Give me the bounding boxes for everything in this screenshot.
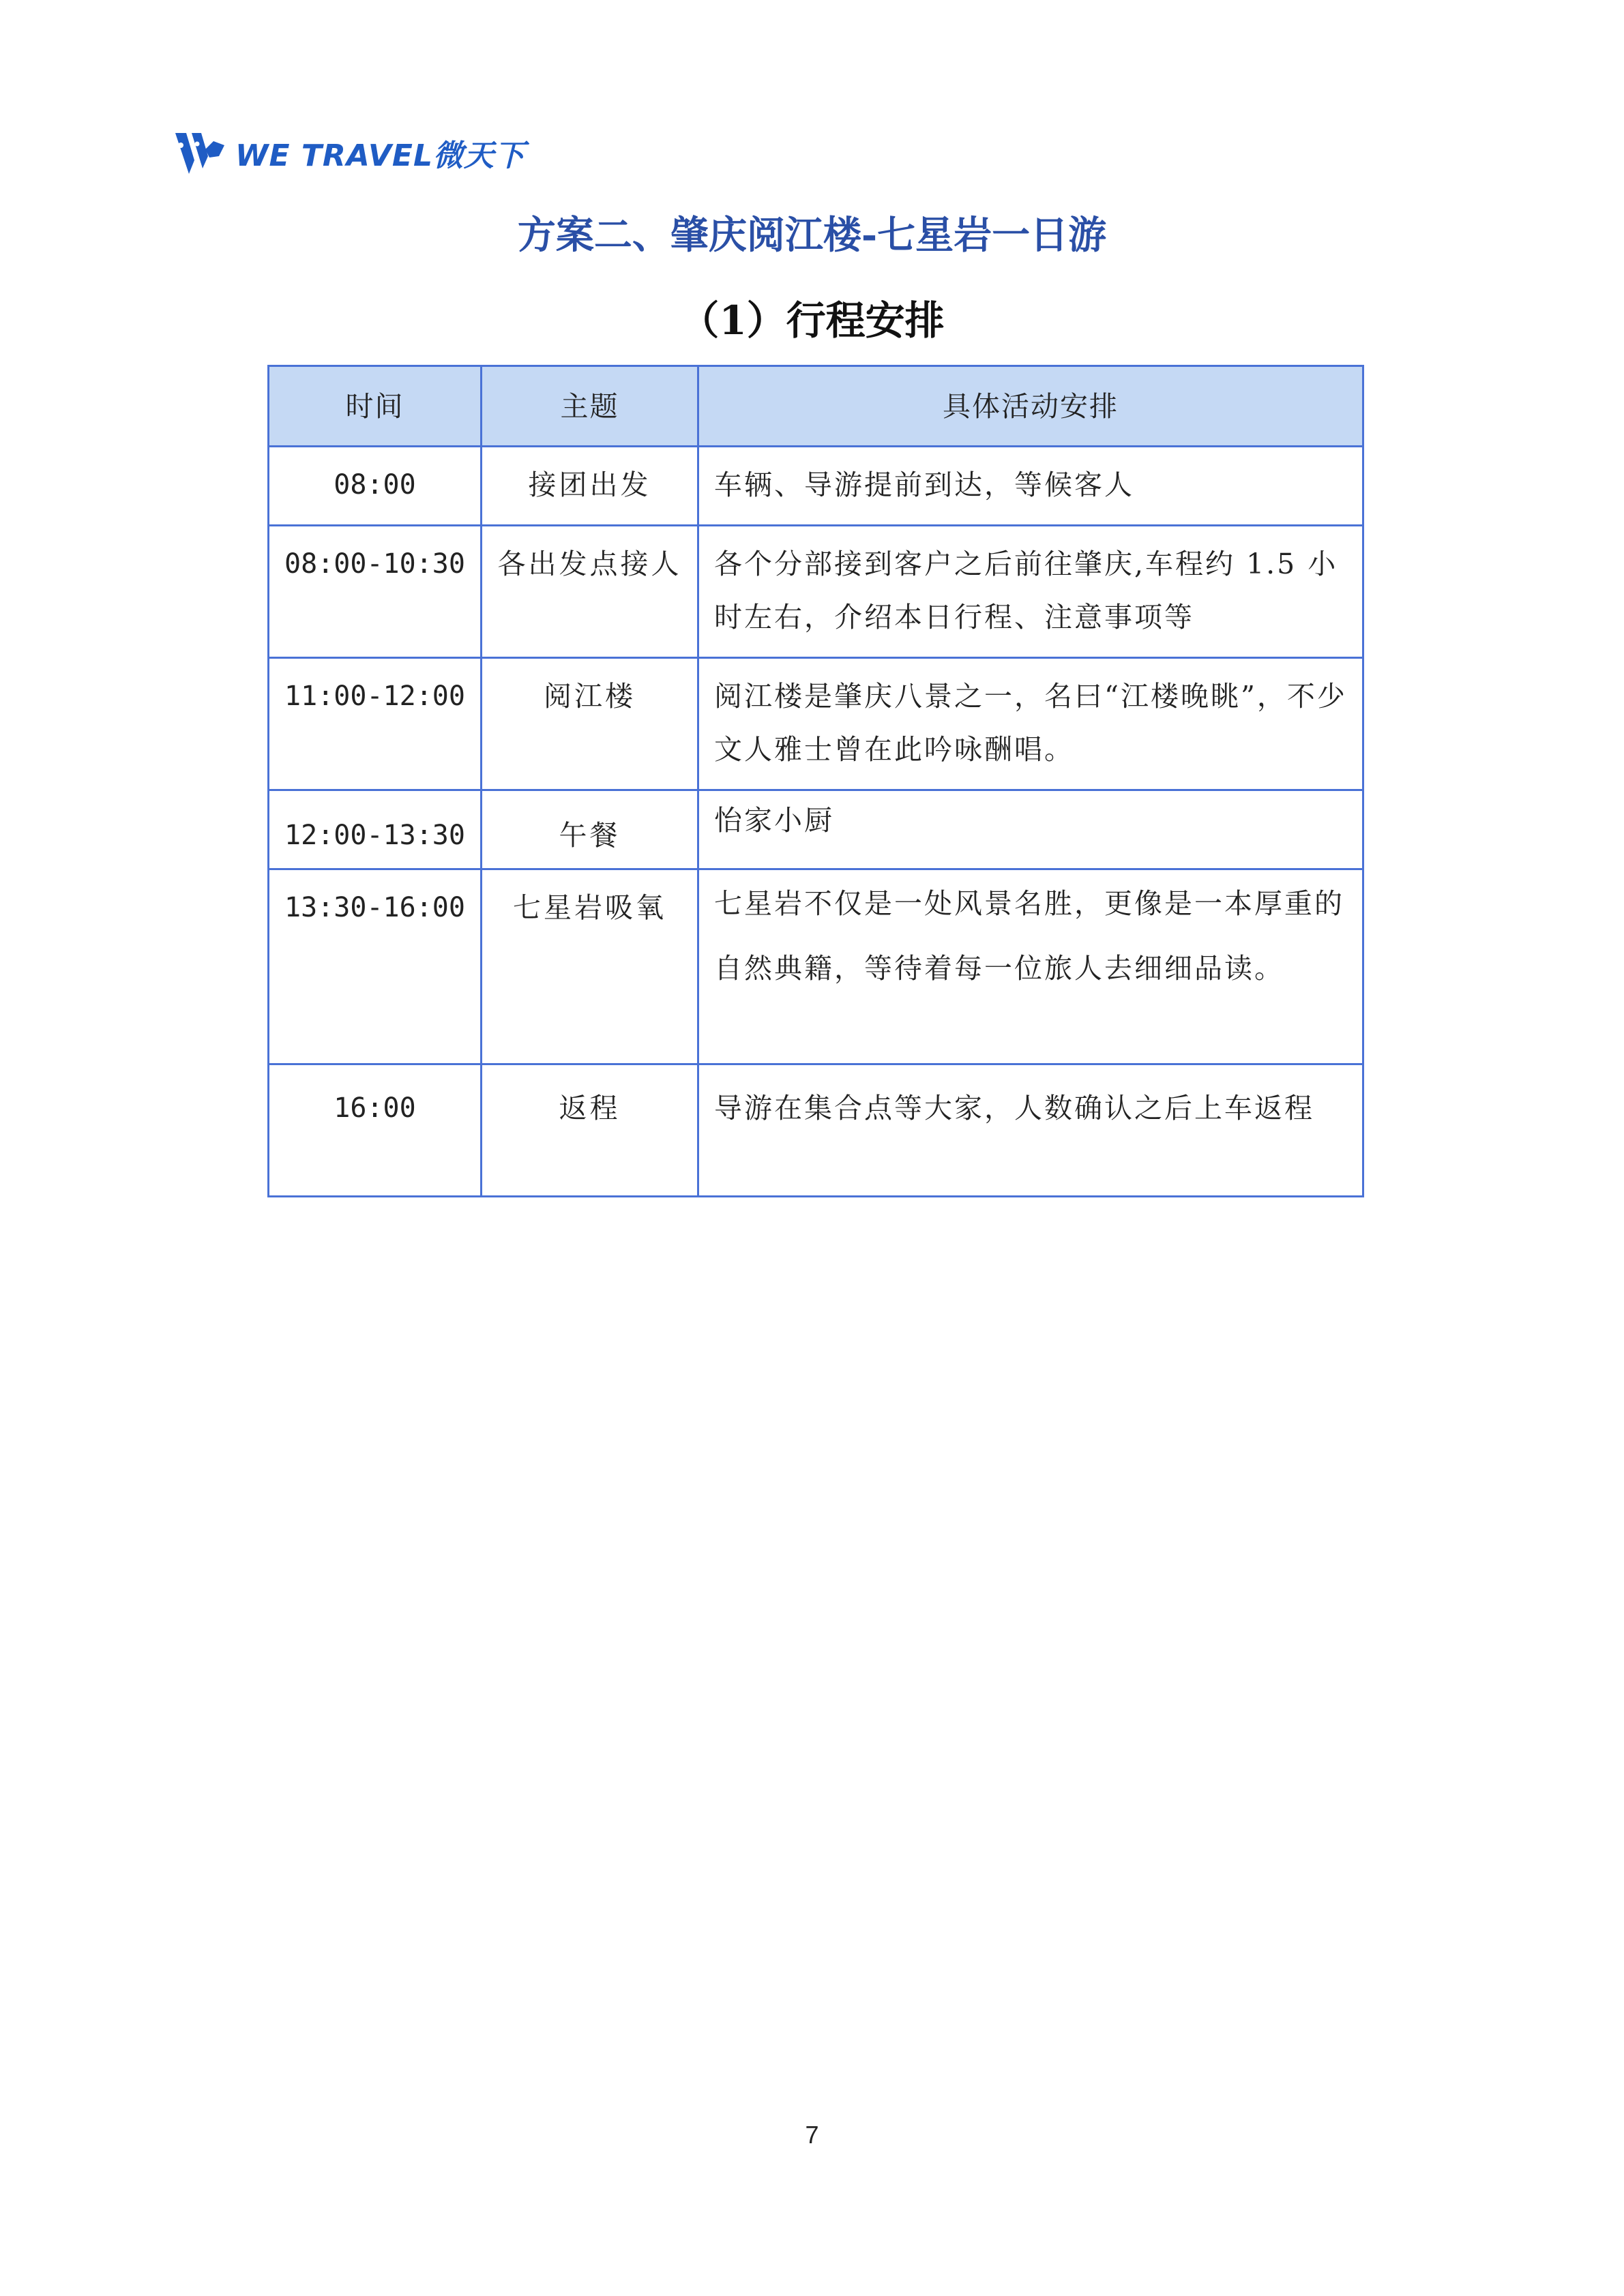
- brand-logo: [174, 128, 525, 177]
- row-activity: 七星岩不仅是一处风景名胜，更像是一本厚重的自然典籍，等待着每一位旅人去细细品读。: [698, 869, 1363, 1064]
- table-row: [269, 658, 1363, 790]
- header-topic: 主题: [482, 366, 698, 447]
- table-header-row: [269, 366, 1363, 447]
- row-time: 12:00-13:30: [269, 790, 482, 869]
- page-title: 方案二、肇庆阅江楼-七星岩一日游: [517, 213, 1107, 258]
- page-number: 7: [805, 2121, 819, 2149]
- row-time: 16:00: [269, 1064, 482, 1197]
- row-activity: 各个分部接到客户之后前往肇庆,车程约 1.5 小时左右，介绍本日行程、注意事项等: [698, 526, 1363, 658]
- row-topic: 各出发点接人: [482, 526, 698, 658]
- row-topic: 接团出发: [482, 447, 698, 526]
- row-topic: 午餐: [482, 790, 698, 869]
- row-time: 08:00-10:30: [269, 526, 482, 658]
- brand-logo-text: WE TRAVEL微天下: [235, 138, 526, 173]
- row-activity: 阅江楼是肇庆八景之一，名曰“江楼晚眺”，不少文人雅士曾在此吟咏酬唱。: [698, 658, 1363, 790]
- table-row: [269, 447, 1363, 526]
- table-row: [269, 790, 1363, 869]
- row-activity: 怡家小厨: [698, 790, 1363, 869]
- itinerary-table: [267, 365, 1364, 1197]
- wetravel-logo-icon: [174, 129, 228, 177]
- row-activity: 车辆、导游提前到达，等候客人: [698, 447, 1363, 526]
- row-topic: 阅江楼: [482, 658, 698, 790]
- section-subtitle: （1）行程安排: [679, 297, 945, 344]
- table-row: [269, 869, 1363, 1064]
- row-topic: 七星岩吸氧: [482, 869, 698, 1064]
- table-row: [269, 526, 1363, 658]
- header-time: 时间: [269, 366, 482, 447]
- row-time: 13:30-16:00: [269, 869, 482, 1064]
- header-activity: 具体活动安排: [698, 366, 1363, 447]
- row-activity: 导游在集合点等大家，人数确认之后上车返程: [698, 1064, 1363, 1197]
- row-time: 08:00: [269, 447, 482, 526]
- row-time: 11:00-12:00: [269, 658, 482, 790]
- table-row: [269, 1064, 1363, 1197]
- row-topic: 返程: [482, 1064, 698, 1197]
